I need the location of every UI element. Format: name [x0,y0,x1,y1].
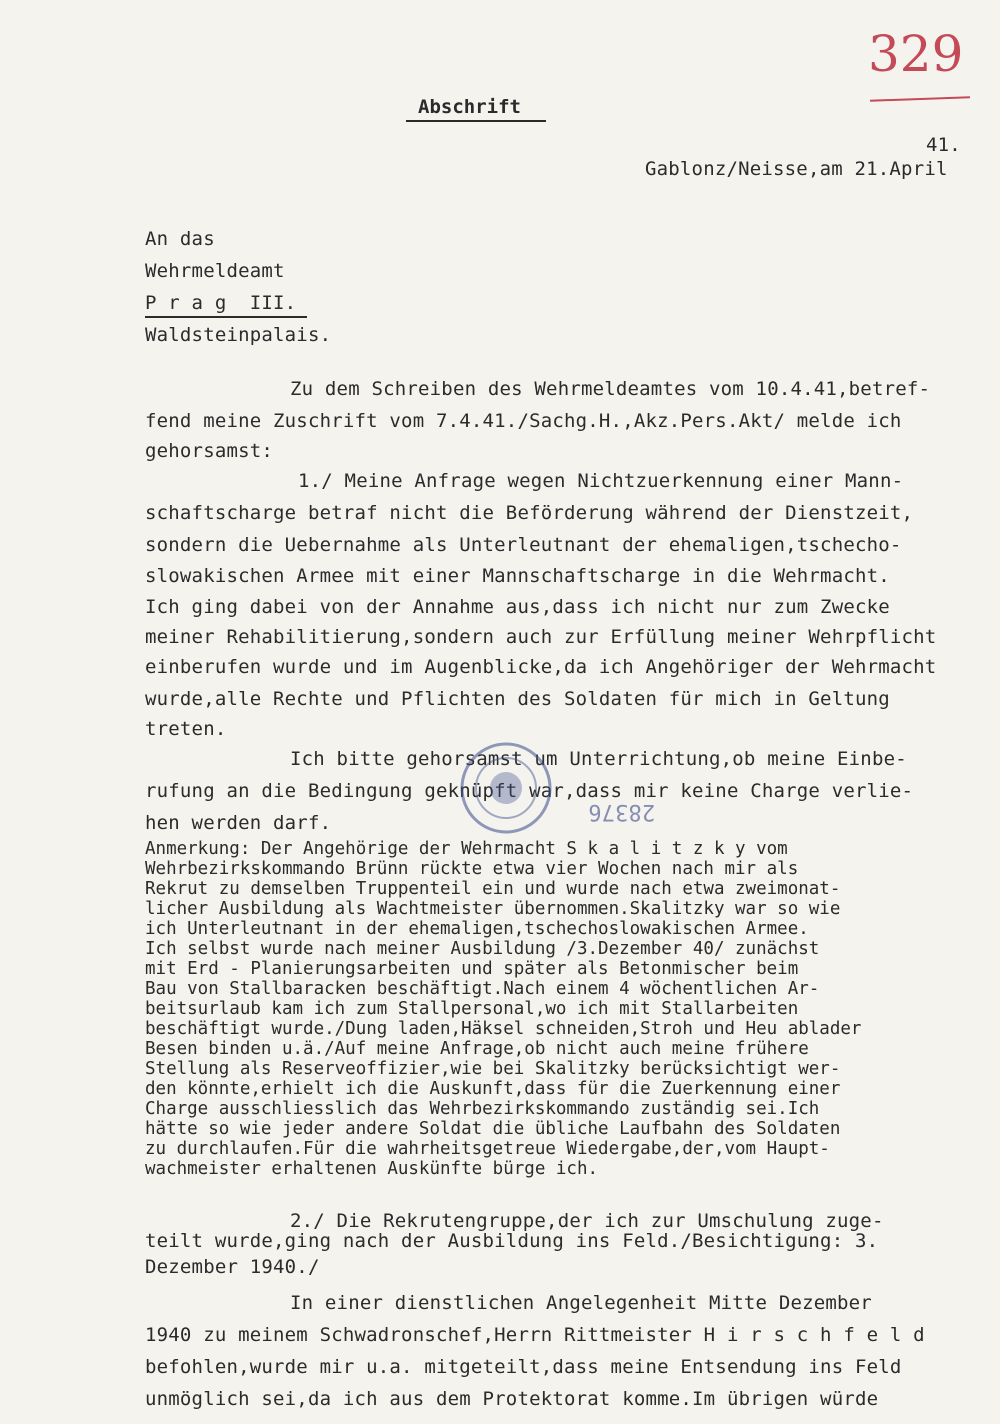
body-line: In einer dienstlichen Angelegenheit Mitte Dezember [290,1292,872,1314]
note-line: hätte so wie jeder andere Soldat die übliche Laufbahn des Soldaten [145,1119,841,1139]
body-line: Zu dem Schreiben des Wehrmeldeamtes vom 10.4.41,betref- [290,378,931,400]
body-line: Ich bitte gehorsamst um Unterrichtung,ob meine Einbe- [290,748,907,770]
body-line: wurde,alle Rechte und Pflichten des Soldaten für mich in Geltung [145,688,890,710]
note-line: Wehrbezirkskommando Brünn rückte etwa vier Wochen nach mir als [145,859,799,879]
folio-number: 329 [868,25,964,83]
body-line: treten. [145,718,227,740]
body-line: slowakischen Armee mit einer Mannschaftscharge in die Wehrmacht. [145,565,890,587]
body-line: unmöglich sei,da ich aus dem Protektorat komme.Im übrigen würde [145,1388,879,1410]
note-line: licher Ausbildung als Wachtmeister übernommen.Skalitzky war so wie [145,899,841,919]
note-line: ich Unterleutnant in der ehemaligen,tschechoslowakischen Armee. [145,919,809,939]
header-number: 41. [926,134,961,156]
note-line: wachmeister erhaltenen Auskünfte bürge ich. [145,1159,599,1179]
body-line: befohlen,wurde mir u.a. mitgeteilt,dass meine Entsendung ins Feld [145,1356,902,1378]
folio-underline [870,96,970,101]
note-line: den könnte,erhielt ich die Auskunft,dass für die Zuerkennung einer [145,1079,841,1099]
address-line: P r a g III. [145,292,297,314]
body-line: teilt wurde,ging nach der Ausbildung ins Feld./Besichtigung: 3. [145,1230,879,1252]
note-line: Anmerkung: Der Angehörige der Wehrmacht S k a l i t z k y vom [145,839,788,859]
body-line: Dezember 1940./ [145,1256,320,1278]
note-line: Rekrut zu demselben Truppenteil ein und wurde nach etwa zweimonat- [145,879,841,899]
note-line: Ich selbst wurde nach meiner Ausbildung /3.Dezember 40/ zunächst [145,939,820,959]
stamp-number: 28376 [588,799,656,824]
body-line: Ich ging dabei von der Annahme aus,dass ich nicht nur zum Zwecke [145,596,890,618]
address-underline [145,316,307,318]
address-line: An das [145,228,215,250]
body-line: fend meine Zuschrift vom 7.4.41./Sachg.H.,Akz.Pers.Akt/ melde ich [145,410,902,432]
body-line: 1./ Meine Anfrage wegen Nichtzuerkennung einer Mann- [298,470,904,492]
document-title: Abschrift [418,96,521,118]
body-line: 1940 zu meinem Schwadronschef,Herrn Rittmeister H i r s c h f e l d [145,1324,925,1346]
body-line: rufung an die Bedingung geknüpft war,dass mir keine Charge verlie- [145,780,914,802]
round-seal-stamp [458,740,554,836]
note-line: beitsurlaub kam ich zum Stallpersonal,wo ich mit Stallarbeiten [145,999,799,1019]
note-line: Bau von Stallbaracken beschäftigt.Nach einem 4 wöchentlichen Ar- [145,979,820,999]
body-line: einberufen wurde und im Augenblicke,da ich Angehöriger der Wehrmacht [145,656,937,678]
body-line: schaftscharge betraf nicht die Beförderung während der Dienstzeit, [145,502,914,524]
note-line: beschäftigt wurde./Dung laden,Häksel schneiden,Stroh und Heu ablader [145,1019,862,1039]
body-line: hen werden darf. [145,812,332,834]
body-line: gehorsamst: [145,440,274,462]
address-line: Waldsteinpalais. [145,324,332,346]
note-line: Stellung als Reserveoffizier,wie bei Skalitzky berücksichtigt wer- [145,1059,841,1079]
address-line: Wehrmeldeamt [145,260,285,282]
note-line: zu durchlaufen.Für die wahrheitsgetreue Wiedergabe,der,vom Haupt- [145,1139,830,1159]
body-line: meiner Rehabilitierung,sondern auch zur Erfüllung meiner Wehrpflicht [145,626,937,648]
title-underline [406,120,546,122]
note-line: Besen binden u.ä./Auf meine Anfrage,ob nicht auch meine frühere [145,1039,809,1059]
note-line: mit Erd - Planierungsarbeiten und später als Betonmischer beim [145,959,799,979]
note-line: Charge ausschliesslich das Wehrbezirkskommando zuständig sei.Ich [145,1099,820,1119]
header-place-date: Gablonz/Neisse,am 21.April [645,158,948,180]
body-line: 2./ Die Rekrutengruppe,der ich zur Umschulung zuge- [290,1210,884,1232]
body-line: sondern die Uebernahme als Unterleutnant der ehemaligen,tschecho- [145,534,902,556]
